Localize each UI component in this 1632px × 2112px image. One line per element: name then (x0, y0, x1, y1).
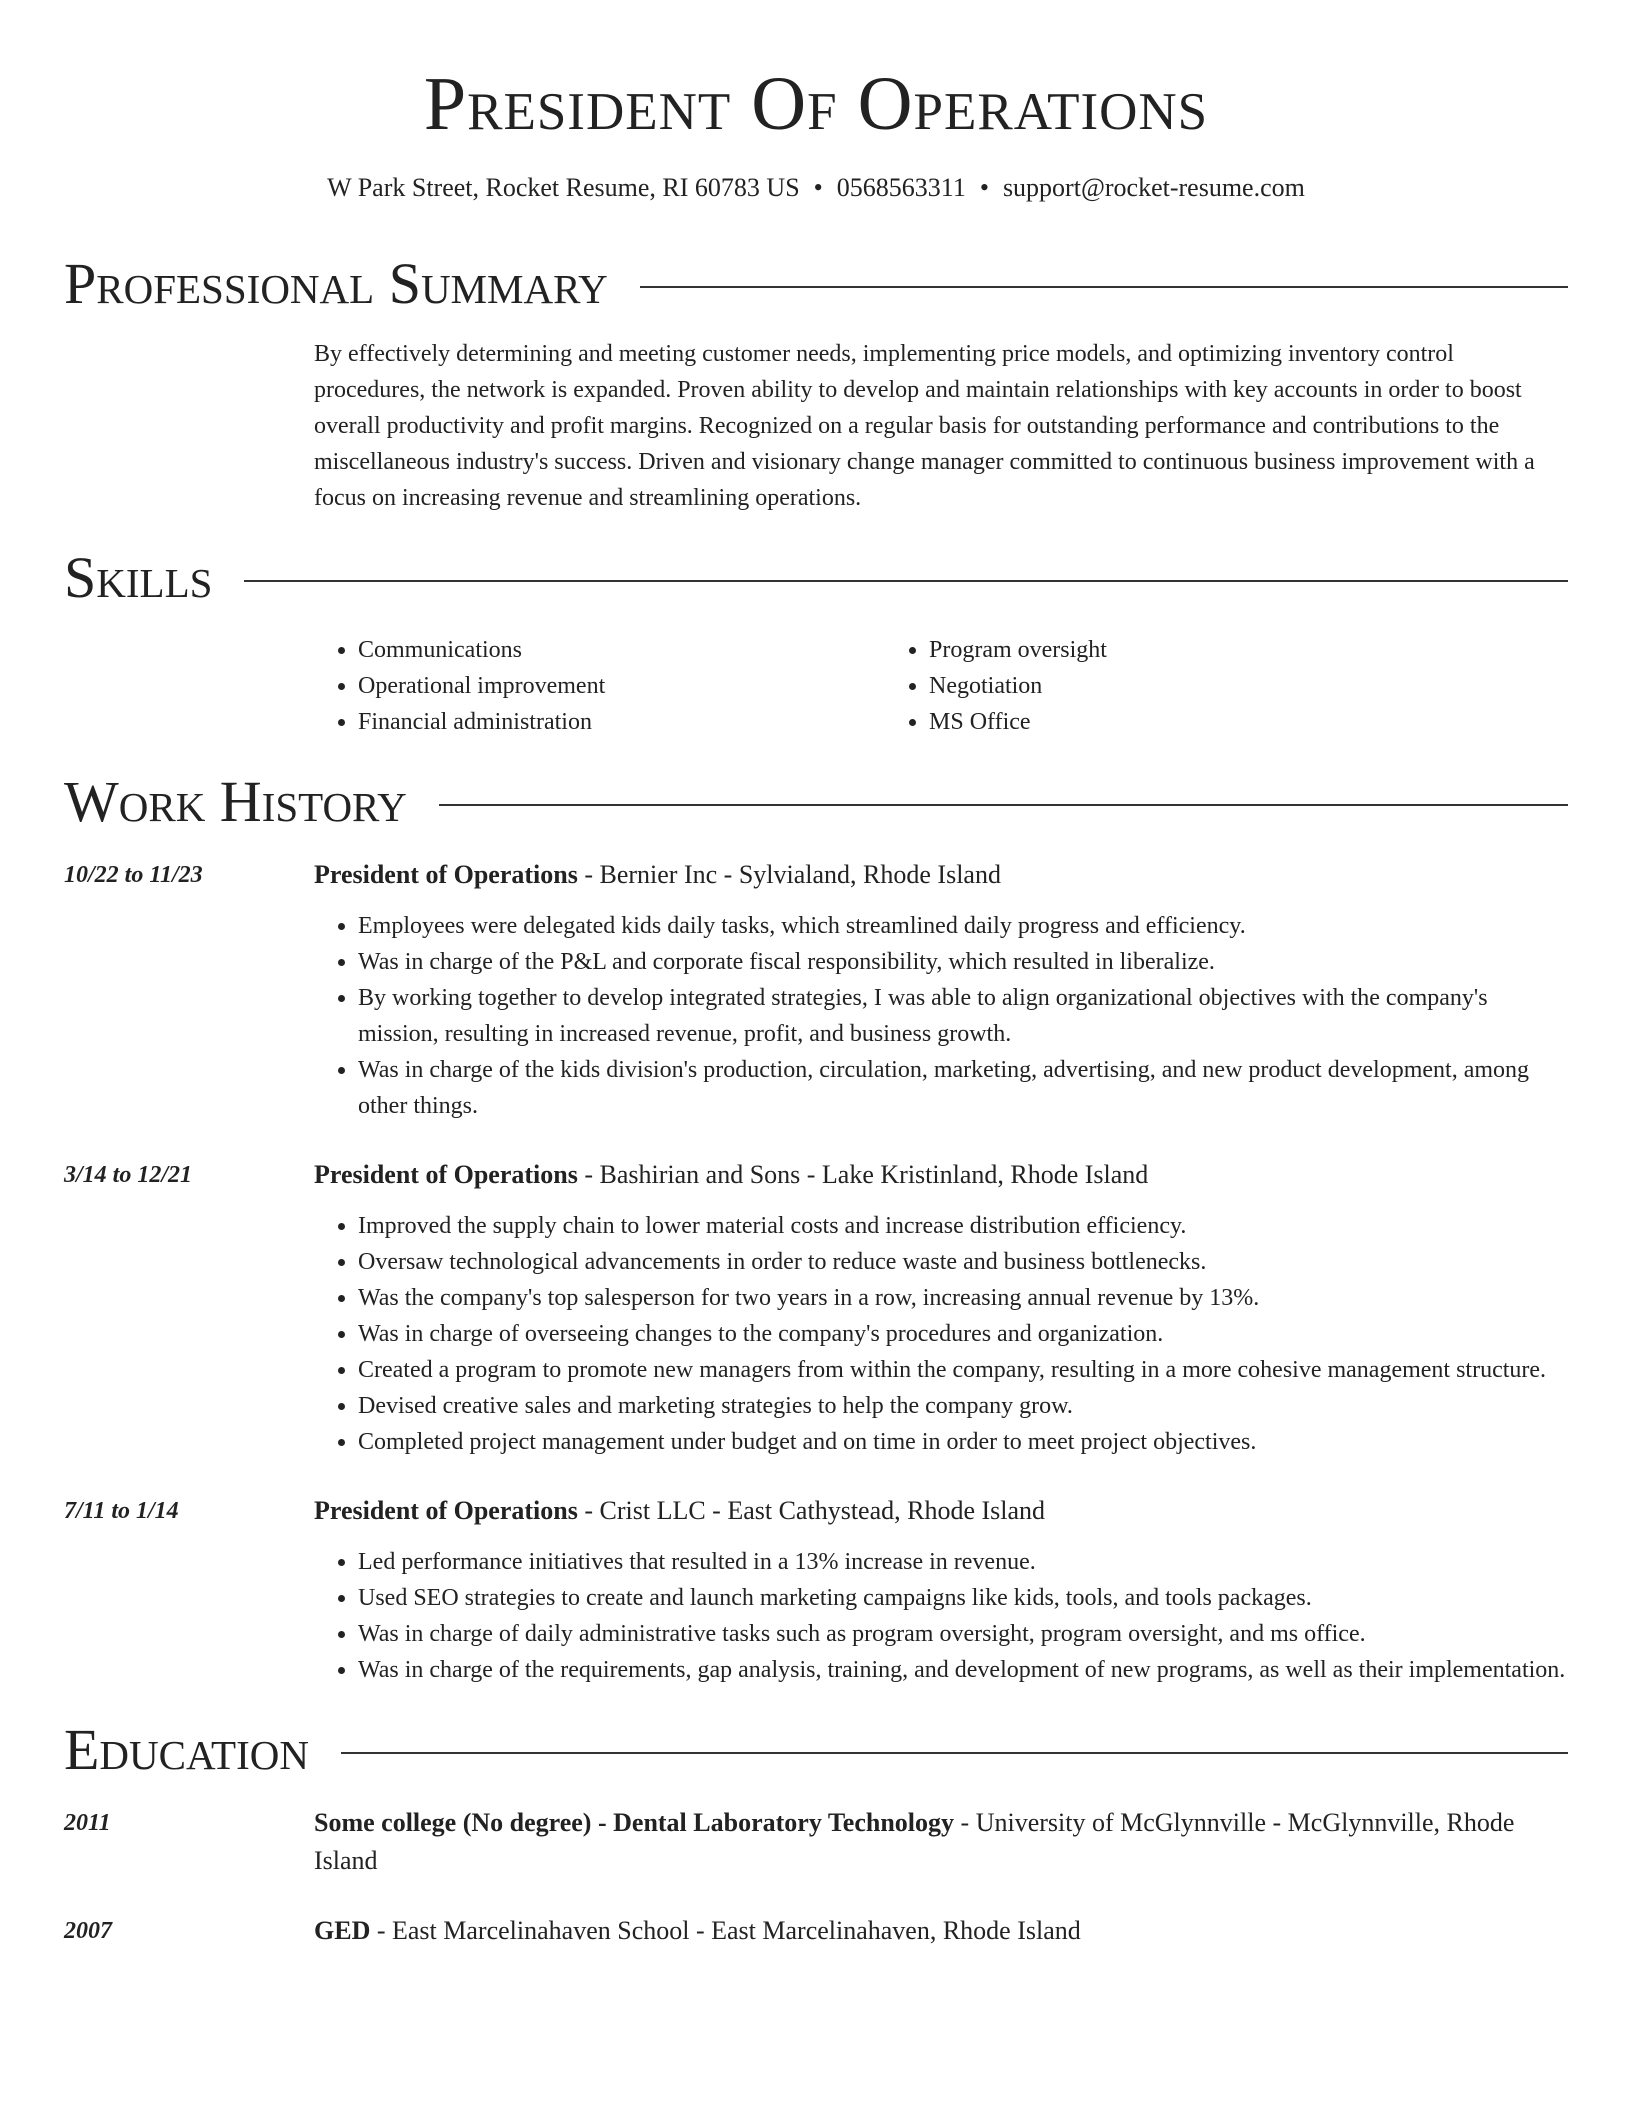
job-bullets (314, 1544, 1568, 1688)
work-section-header (64, 770, 1568, 834)
job-bullet: • Improved the supply chain to lower material costs and increase distribution efficiency. (358, 1208, 1568, 1244)
job-title-line (314, 1156, 1568, 1194)
contact-separator: • (979, 173, 989, 202)
job-bullet: • Was in charge of the kids division's production, circulation, marketing, advertising, and new product development, among other things. (358, 1052, 1568, 1124)
section-divider (439, 804, 1568, 806)
job-bullet: • Devised creative sales and marketing strategies to help the company grow. (358, 1388, 1568, 1424)
job-title: President of Operations (314, 1496, 578, 1525)
job-bullets (314, 908, 1568, 1124)
contact-email: support@rocket-resume.com (1002, 173, 1305, 202)
job-bullet: • Was the company's top salesperson for two years in a row, increasing annual revenue by 13%. (358, 1280, 1568, 1316)
skills-column-right (885, 632, 1456, 740)
job-title-line (314, 856, 1568, 894)
job-bullet: • Employees were delegated kids daily tasks, which streamlined daily progress and efficiency. (358, 908, 1568, 944)
job-bullet: • Used SEO strategies to create and launch marketing campaigns like kids, tools, and tools packages. (358, 1580, 1568, 1616)
section-divider (640, 286, 1568, 288)
summary-section-header (64, 252, 1568, 316)
job-entry (64, 1156, 1568, 1460)
skill-item: • Negotiation (929, 668, 1456, 704)
education-section-header (64, 1718, 1568, 1782)
education-entry (64, 1804, 1568, 1880)
education-year: 2011 (64, 1810, 111, 1836)
education-degree: Some college (No degree) - Dental Laboratory Technology (314, 1808, 955, 1837)
summary-text: By effectively determining and meeting customer needs, implementing price models, and optimizing inventory control procedures, the network is expanded. Proven ability to develop and maintain relationships with key accounts in order to boost overall productivity and profit margins. Recognized on a regular basis for outstanding performance and contributions to the miscellaneous industry's success. Driven and visionary change manager committed to continuous business improvement with a focus on increasing revenue and streamlining operations. (314, 341, 1535, 511)
skills-section-header (64, 546, 1568, 610)
job-company: - Bernier Inc - Sylvialand, Rhode Island (577, 860, 1001, 889)
skills-heading: Skills (64, 545, 213, 610)
education-title-line (314, 1912, 1568, 1950)
job-bullet: • Completed project management under budget and on time in order to meet project objectives. (358, 1424, 1568, 1460)
job-dates: 3/14 to 12/21 (64, 1162, 193, 1188)
job-bullet: • By working together to develop integrated strategies, I was able to align organizational objectives with the company's mission, resulting in increased revenue, profit, and business growth. (358, 980, 1568, 1052)
contact-separator: • (813, 173, 823, 202)
education-title-line (314, 1804, 1568, 1880)
skill-item: • Program oversight (929, 632, 1456, 668)
contact-address: W Park Street, Rocket Resume, RI 60783 US (327, 173, 800, 202)
job-entry (64, 1492, 1568, 1688)
job-entry (64, 856, 1568, 1124)
job-bullet: • Was in charge of the requirements, gap analysis, training, and development of new programs, as well as their implementation. (358, 1652, 1568, 1688)
work-heading: Work History (64, 769, 407, 834)
job-title: President of Operations (314, 860, 578, 889)
skills-list (314, 632, 1568, 740)
job-title-line (314, 1492, 1568, 1530)
skill-item: • Communications (358, 632, 885, 668)
skill-item: • MS Office (929, 704, 1456, 740)
job-dates: 7/11 to 1/14 (64, 1498, 179, 1524)
skills-column-left (314, 632, 885, 740)
section-divider (341, 1752, 1568, 1754)
skill-item: • Financial administration (358, 704, 885, 740)
job-company: - Crist LLC - East Cathystead, Rhode Island (577, 1496, 1046, 1525)
job-bullet: • Created a program to promote new managers from within the company, resulting in a more cohesive management structure. (358, 1352, 1568, 1388)
job-title: President of Operations (314, 1160, 578, 1189)
education-year: 2007 (64, 1918, 112, 1944)
education-degree: GED (314, 1916, 371, 1945)
job-bullets (314, 1208, 1568, 1460)
job-company: - Bashirian and Sons - Lake Kristinland, Rhode Island (577, 1160, 1149, 1189)
education-entry (64, 1912, 1568, 1950)
education-school: - University of McGlynnville - McGlynnville, Rhode Island (314, 1808, 1515, 1875)
education-school: - East Marcelinahaven School - East Marcelinahaven, Rhode Island (370, 1916, 1081, 1945)
job-bullet: • Was in charge of the P&L and corporate fiscal responsibility, which resulted in liberalize. (358, 944, 1568, 980)
contact-line (64, 172, 1568, 204)
job-bullet: • Was in charge of overseeing changes to the company's procedures and organization. (358, 1316, 1568, 1352)
contact-phone: 0568563311 (836, 173, 966, 202)
job-bullet: • Led performance initiatives that resulted in a 13% increase in revenue. (358, 1544, 1568, 1580)
resume-name: President Of Operations (423, 62, 1209, 146)
summary-heading: Professional Summary (64, 251, 608, 316)
education-heading: Education (64, 1717, 309, 1782)
skill-item: • Operational improvement (358, 668, 885, 704)
section-divider (244, 580, 1568, 582)
job-bullet: • Was in charge of daily administrative tasks such as program oversight, program oversight, and ms office. (358, 1616, 1568, 1652)
job-bullet: • Oversaw technological advancements in order to reduce waste and business bottlenecks. (358, 1244, 1568, 1280)
job-dates: 10/22 to 11/23 (64, 862, 203, 888)
